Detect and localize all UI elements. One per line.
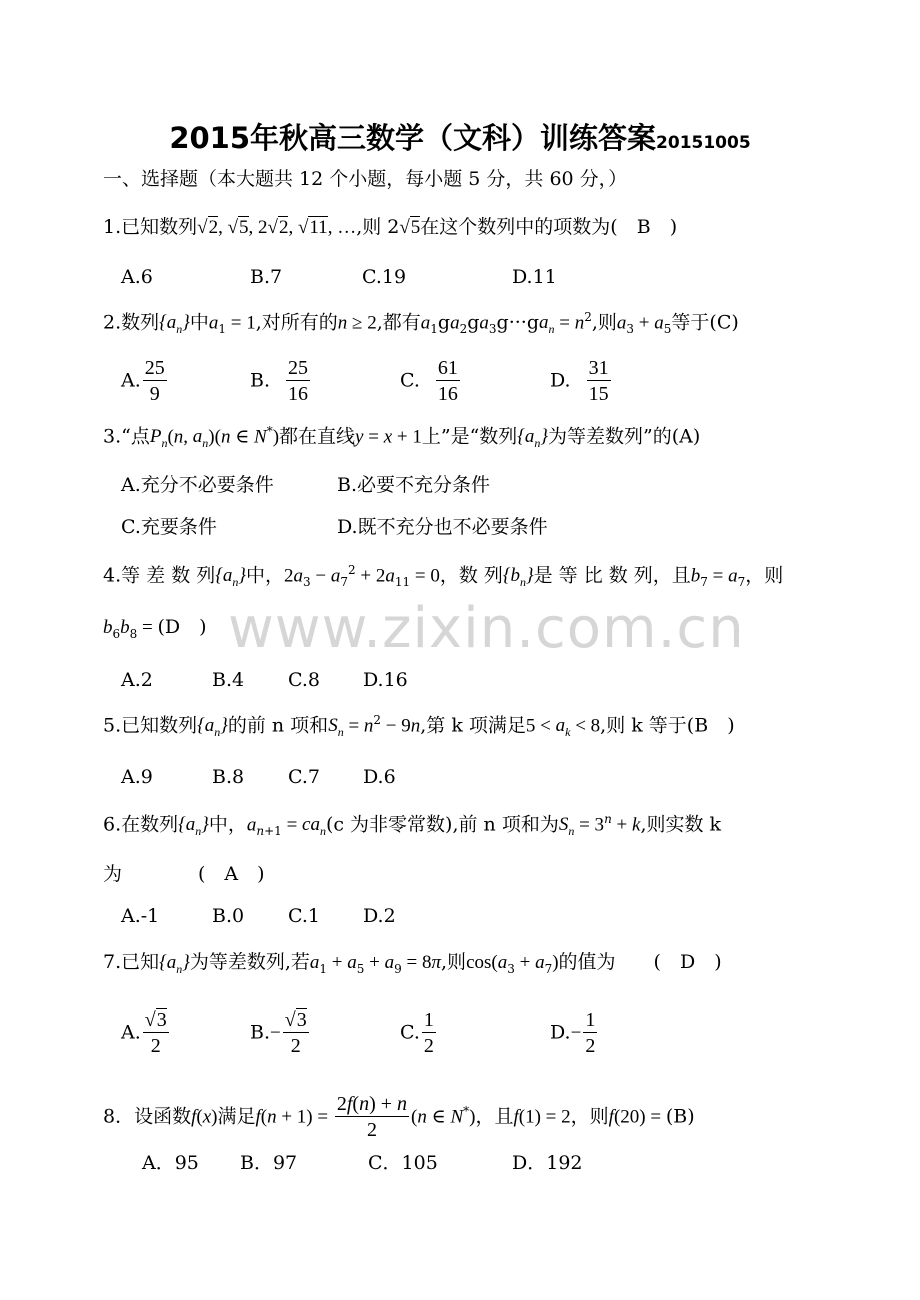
q2-option-b-label: B.	[250, 369, 271, 392]
q2-b-num: 25	[288, 357, 309, 379]
q2-option-d-label: D.	[550, 369, 571, 392]
q7-option-b: B.− $\frac{√3}{2}$	[250, 1009, 307, 1057]
q2-option-a	[121, 356, 169, 407]
q6-option-b: B.0	[212, 905, 245, 927]
q7-option-c-label: C.	[400, 1021, 420, 1044]
title-date: 20151005	[656, 133, 751, 153]
q2-option-d	[550, 356, 613, 407]
watermark: www.zixin.com.cn	[228, 596, 745, 661]
q2-c-num: 61	[437, 357, 458, 379]
q1-option-d: D.11	[512, 266, 557, 288]
q5-option-a: A.9	[121, 766, 153, 788]
question-1: 1.已知数列√2, √5, 2√2, √11, …,则 2√5在这个数列中的项数为( B )	[103, 216, 678, 238]
question-2: 2.数列$\{a_n\}$中$a_1 = 1$,对所有的n ≥ 2,都有$a_1ga_2ga_3g\cdot\cdot\cdot ga_n = n^2$,则$a_3 + a_5$等于(C)	[103, 310, 739, 337]
q3-option-d: D.既不充分也不必要条件	[337, 516, 548, 538]
q2-d-num: 31	[588, 357, 609, 379]
q8-option-a: A．95	[142, 1152, 199, 1174]
q4-option-c: C.8	[288, 669, 320, 691]
q7-option-a-label: A.	[121, 1021, 141, 1044]
question-5: 5.已知数列$\{a_n\}$的前 n 项和$S_n = n^2 - 9n$,第 k 项满足$5 < a_k < 8$,则 k 等于(B )	[103, 713, 735, 740]
q3-option-c: C.充要条件	[121, 516, 217, 538]
q2-c-den: 16	[437, 383, 458, 405]
q5-option-c: C.7	[288, 766, 320, 788]
q4-option-b: B.4	[212, 669, 245, 691]
q7-option-d: D.− $\frac{1}{2}$	[550, 1009, 596, 1057]
answer-6: A	[224, 863, 239, 885]
answer-7: D	[679, 951, 696, 973]
q8-option-d: D．192	[512, 1152, 583, 1174]
q1-option-c: C.19	[362, 266, 407, 288]
q4-option-a: A.2	[121, 669, 153, 691]
answer-5: B	[694, 714, 709, 737]
section-heading: 一、选择题（本大题共 12 个小题，每小题 5 分，共 60 分，）	[103, 168, 628, 190]
q6-option-d: D.2	[363, 905, 396, 927]
q4-option-d: D.16	[363, 669, 408, 691]
question-3: 3.“点$P_n(n$, $a_n)(n$ ∈ N*)都在直线y = x + 1上”是“数列$\{a_n\}$为等差数列”的(A)	[103, 424, 701, 451]
q2-b-den: 16	[288, 383, 309, 405]
question-6: 6.在数列$\{a_n\}$中，$a_{n+1} = ca_n(c$ 为非零常数),前 n 项和为$S_n = 3^n + k$,则实数 k	[103, 812, 722, 839]
q2-option-a-label: A.	[121, 369, 141, 392]
q7-option-b-label: B.	[250, 1021, 271, 1044]
q3-option-b: B.必要不充分条件	[337, 474, 491, 496]
q3-option-a: A.充分不必要条件	[121, 474, 274, 496]
question-6-cont: 为 ( A )	[103, 863, 265, 885]
q8-option-c: C．105	[368, 1152, 438, 1174]
answer-4: D	[164, 616, 181, 638]
q2-option-b	[250, 356, 312, 407]
q7-option-c: C. $\frac{1}{2}$	[400, 1009, 434, 1057]
question-4: 4.等 差 数 列$\{a_n\}$中，$2a_3 - a_7^2 + 2a_{11} = 0$，数 列$\{b_n\}$是 等 比 数 列，且$b_7 = a_7$，则	[103, 563, 784, 590]
q1-option-a: A.6	[121, 266, 153, 288]
q6-option-c: C.1	[288, 905, 320, 927]
q7-option-a: A. $\frac{√3}{2}$	[121, 1009, 167, 1057]
title-main: 2015年秋高三数学（文科）训练答案	[169, 121, 657, 155]
answer-2: C	[716, 311, 732, 334]
answer-3: A	[679, 425, 693, 448]
q7-option-d-label: D.	[550, 1021, 571, 1044]
answer-1: B	[636, 216, 651, 238]
q2-d-den: 15	[588, 383, 609, 405]
answer-8: B	[673, 1105, 688, 1128]
q6-option-a: A.-1	[121, 905, 160, 927]
q2-a-den: 9	[149, 383, 160, 405]
page-title	[0, 116, 920, 157]
question-4-cont: $b_6b_8 = (D$ )	[103, 616, 207, 641]
q2-a-num: 25	[144, 357, 165, 379]
q5-option-d: D.6	[363, 766, 396, 788]
q5-option-b: B.8	[212, 766, 245, 788]
question-8: 8．设函数f(x)满足f(n + 1) = $\frac{2f(n) + n}{2}$ (n ∈ N*)，且f(1) = 2，则f(20) = (B)	[103, 1093, 695, 1141]
q2-option-c	[400, 356, 462, 407]
q2-option-c-label: C.	[400, 369, 420, 392]
q8-option-b: B．97	[240, 1152, 298, 1174]
q1-option-b: B.7	[250, 266, 283, 288]
question-7: 7.已知$\{a_n\}$为等差数列,若$a_1 + a_5 + a_9 = 8\pi$,则$\cos(a_3 + a_7)$的值为 ( D )	[103, 951, 722, 976]
